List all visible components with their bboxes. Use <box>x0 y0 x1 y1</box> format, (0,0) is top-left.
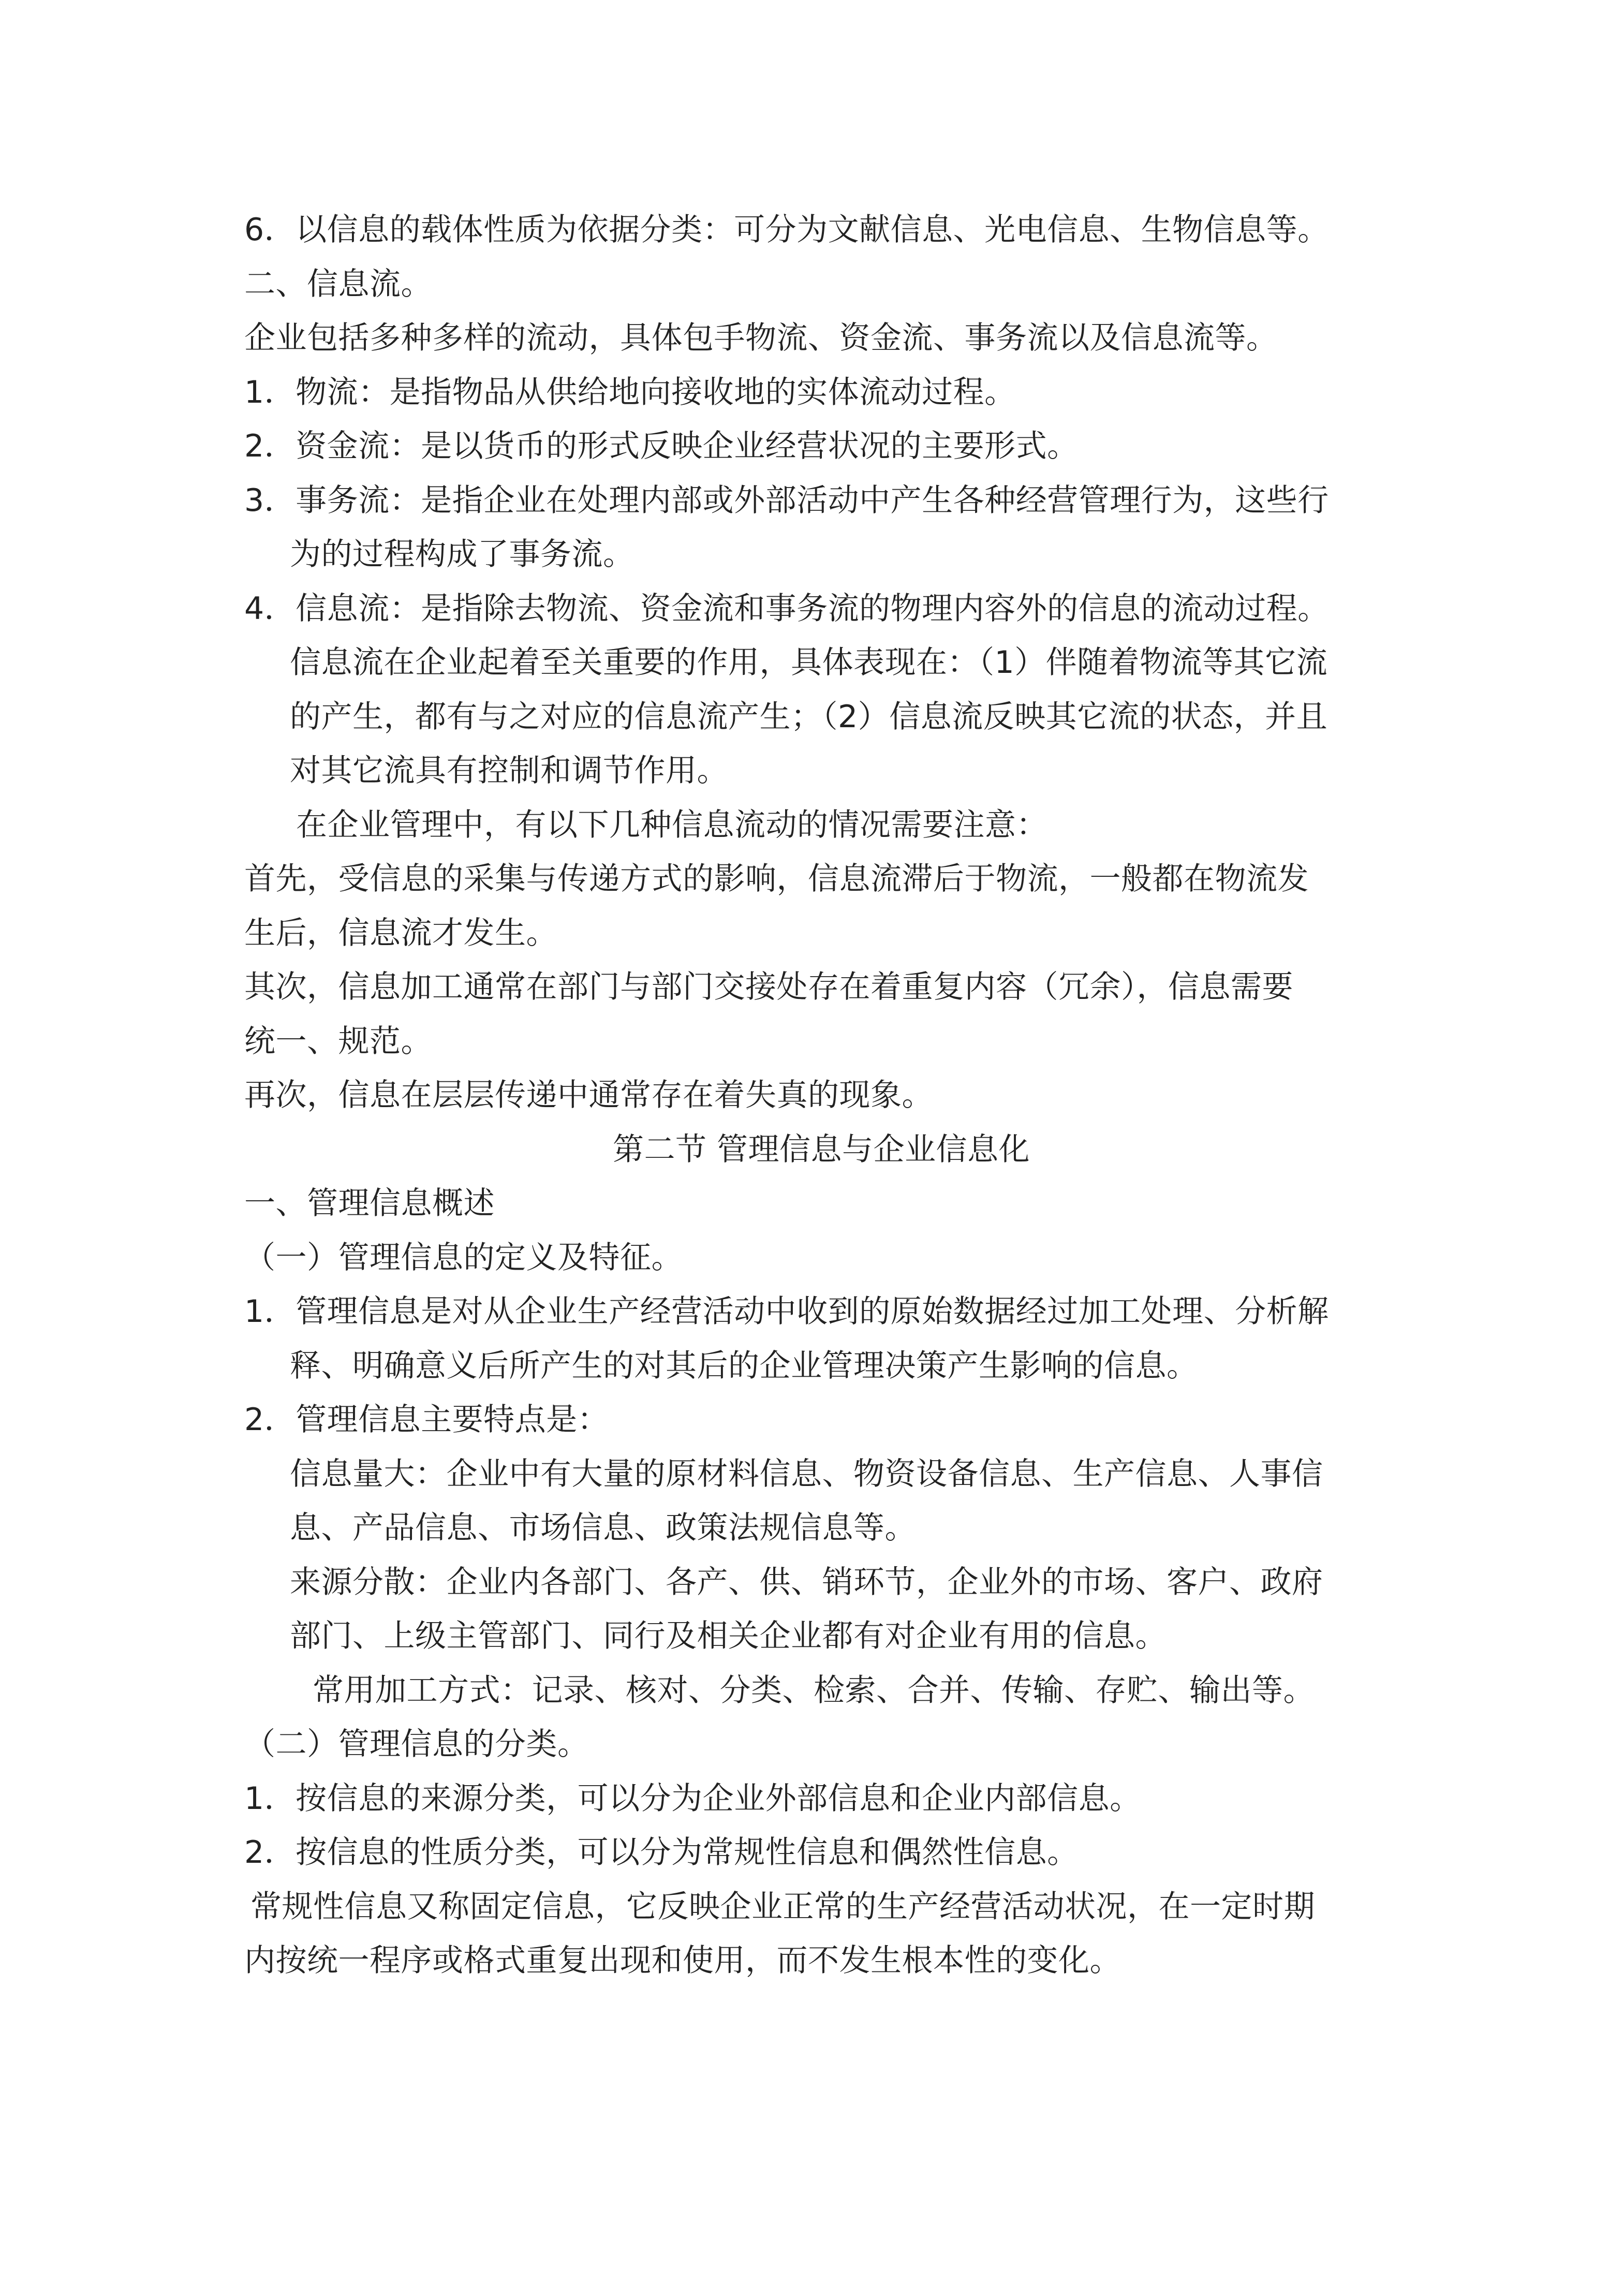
paragraph-information-flow-role: 信息流在企业起着至关重要的作用，具体表现在：（1）伴随着物流等其它流 <box>290 644 1328 681</box>
paragraph-second-point: 其次，信息加工通常在部门与部门交接处存在着重复内容（冗余），信息需要 <box>244 969 1293 1005</box>
list-item-definition: 1．管理信息是对从企业生产经营活动中收到的原始数据经过加工处理、分析解 <box>244 1293 1329 1330</box>
list-item-carrier-classification: 6．以信息的载体性质为依据分类：可分为文献信息、光电信息、生物信息等。 <box>244 212 1329 248</box>
paragraph-information-flow-role-2: 的产生，都有与之对应的信息流产生；（2）信息流反映其它流的状态，并且 <box>290 698 1328 735</box>
paragraph-information-flow-role-3: 对其它流具有控制和调节作用。 <box>290 753 728 789</box>
list-item-main-features: 2．管理信息主要特点是： <box>244 1402 609 1438</box>
feature-large-volume: 信息量大：企业中有大量的原材料信息、物资设备信息、生产信息、人事信 <box>290 1455 1323 1492</box>
subheading-definition-features: （一）管理信息的定义及特征。 <box>244 1239 683 1276</box>
section-heading-information-flow: 二、信息流。 <box>244 266 432 302</box>
feature-scattered-sources: 来源分散：企业内各部门、各产、供、销环节，企业外的市场、客户、政府 <box>290 1564 1323 1600</box>
document-page <box>244 203 1398 1988</box>
feature-scattered-sources-continued: 部门、上级主管部门、同行及相关企业都有对企业有用的信息。 <box>290 1618 1167 1654</box>
feature-large-volume-continued: 息、产品信息、市场信息、政策法规信息等。 <box>290 1510 916 1546</box>
list-item-by-nature: 2．按信息的性质分类，可以分为常规性信息和偶然性信息。 <box>244 1834 1079 1871</box>
paragraph-enterprise-flows: 企业包括多种多样的流动，具体包手物流、资金流、事务流以及信息流等。 <box>244 320 1278 356</box>
paragraph-first-point: 首先，受信息的采集与传递方式的影响，信息流滞后于物流，一般都在物流发 <box>244 861 1309 897</box>
section-title: 第二节 管理信息与企业信息化 <box>612 1131 1030 1168</box>
paragraph-routine-info: 常规性信息又称固定信息，它反映企业正常的生产经营活动状况，在一定时期 <box>250 1888 1315 1925</box>
list-item-definition-continued: 释、明确意义后所产生的对其后的企业管理决策产生影响的信息。 <box>290 1347 1198 1384</box>
subheading-classification: （二）管理信息的分类。 <box>244 1726 589 1762</box>
heading-management-info-overview: 一、管理信息概述 <box>244 1185 495 1221</box>
paragraph-second-point-continued: 统一、规范。 <box>244 1023 432 1059</box>
list-item-capital-flow: 2．资金流：是以货币的形式反映企业经营状况的主要形式。 <box>244 428 1079 464</box>
paragraph-first-point-continued: 生后，信息流才发生。 <box>244 915 557 951</box>
list-item-by-source: 1．按信息的来源分类，可以分为企业外部信息和企业内部信息。 <box>244 1780 1141 1817</box>
feature-processing-methods: 常用加工方式：记录、核对、分类、检索、合并、传输、存贮、输出等。 <box>313 1672 1315 1709</box>
paragraph-routine-info-continued: 内按统一程序或格式重复出现和使用，而不发生根本性的变化。 <box>244 1942 1121 1979</box>
list-item-logistics: 1．物流：是指物品从供给地向接收地的实体流动过程。 <box>244 374 1016 410</box>
list-item-information-flow: 4．信息流：是指除去物流、资金流和事务流的物理内容外的信息的流动过程。 <box>244 590 1329 627</box>
paragraph-management-notes: 在企业管理中，有以下几种信息流动的情况需要注意： <box>296 806 1047 843</box>
list-item-business-flow-continued: 为的过程构成了事务流。 <box>290 536 635 572</box>
paragraph-third-point: 再次，信息在层层传递中通常存在着失真的现象。 <box>244 1077 933 1113</box>
list-item-business-flow: 3．事务流：是指企业在处理内部或外部活动中产生各种经营管理行为，这些行 <box>244 482 1329 519</box>
